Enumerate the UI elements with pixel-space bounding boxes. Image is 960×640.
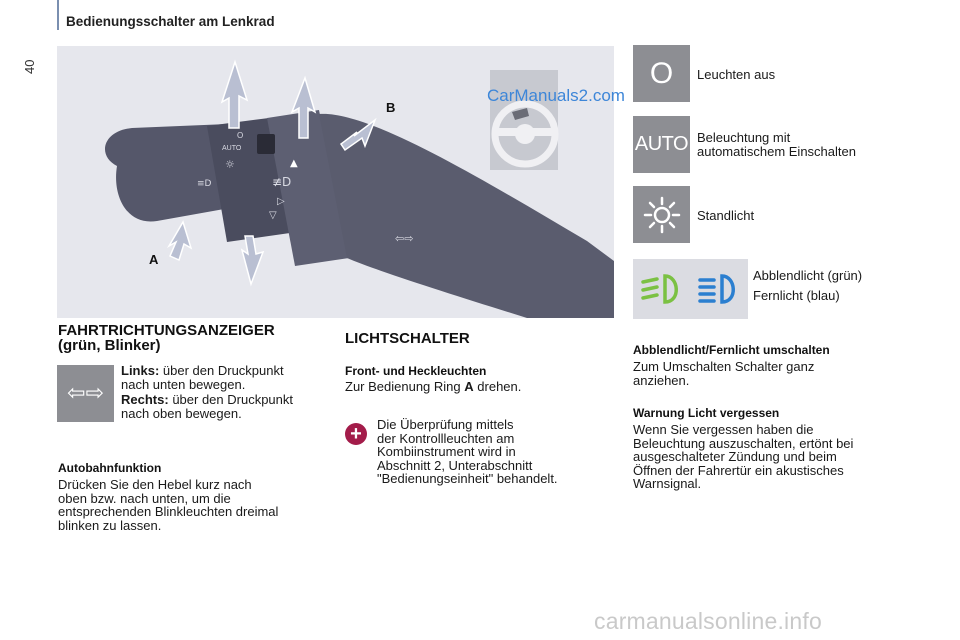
note-line: Die Überprüfung mittels	[377, 417, 514, 432]
tile-auto	[633, 116, 690, 173]
high-beam-icon	[696, 272, 742, 306]
left-line1: über den Druckpunkt	[162, 363, 284, 378]
motorway-text	[58, 478, 338, 532]
beam-glyph: ≡D	[197, 179, 212, 189]
motorway-line: entsprechenden Blinkleuchten dreimal	[58, 504, 279, 519]
arrow-down	[242, 236, 263, 284]
motorway-heading: Autobahnfunktion	[58, 461, 162, 475]
warning-line: Öffnen der Fahrertür ein akustisches	[633, 462, 844, 478]
fog-lamp-glyph: ≢D	[272, 175, 292, 189]
low-beam-icon	[639, 272, 685, 306]
indicator-arrows-icon: ⇦⇨	[67, 381, 104, 406]
auto-symbol: AUTO	[634, 133, 689, 155]
warning-line: ausgeschalteter Zündung und beim	[633, 449, 837, 464]
instruction-prefix: Zur Bedienung Ring	[345, 379, 461, 394]
motorway-line: oben bzw. nach unten, um die	[58, 490, 231, 506]
figure-label-a: A	[149, 252, 159, 267]
label-high-beam: Fernlicht (blau)	[753, 288, 840, 303]
beam-switch-heading: Abblendlicht/Fernlicht umschalten	[633, 343, 830, 357]
label-off: Leuchten aus	[697, 67, 776, 82]
sidelight-icon	[642, 195, 682, 235]
label-auto-line1: Beleuchtung mit	[697, 130, 791, 145]
lights-heading: LICHTSCHALTER	[345, 330, 470, 347]
tile-sidelight	[633, 186, 690, 243]
switch-line: anziehen.	[633, 372, 690, 388]
instruction-suffix: drehen.	[477, 379, 522, 394]
warning-line: Wenn Sie vergessen haben die	[633, 422, 814, 437]
tile-beams	[633, 259, 748, 319]
off-symbol: O	[649, 56, 674, 90]
lights-instruction	[345, 380, 521, 394]
indicator-glyph: ⇦⇨	[395, 232, 414, 245]
left-label: Links:	[121, 363, 160, 378]
motorway-line: Drücken Sie den Hebel kurz nach	[58, 477, 252, 492]
switch-line: Zum Umschalten Schalter ganz	[633, 359, 815, 374]
figure-label-b: B	[386, 100, 396, 115]
turn-signals-heading-line2: (grün, Blinker)	[58, 337, 161, 354]
note-line: Kombiinstrument wird in	[377, 444, 516, 459]
beam-switch-text	[633, 360, 923, 387]
footer-watermark: carmanualsonline.info	[594, 608, 822, 634]
lights-subheading: Front- und Heckleuchten	[345, 364, 487, 378]
note-line: der Kontrollleuchten am	[377, 430, 515, 446]
tile-off	[633, 45, 690, 102]
warning-text	[633, 423, 933, 491]
label-low-beam: Abblendlicht (grün)	[753, 268, 863, 283]
right-line1: über den Druckpunkt	[172, 392, 293, 407]
fog-arrow-up: ▲	[290, 158, 298, 169]
right-indicator-text	[121, 393, 331, 420]
right-line2: nach oben bewegen.	[121, 405, 242, 421]
header-accent-bar	[57, 0, 59, 30]
warning-line: Warnsignal.	[633, 476, 702, 491]
ring-label-auto: AUTO	[222, 145, 242, 152]
fog-arrow-right: ▷	[277, 196, 285, 207]
warning-line: Beleuchtung auszuschalten, ertönt bei	[633, 435, 854, 451]
steering-wheel-inset	[490, 70, 558, 170]
ring-label-off: O	[237, 131, 244, 140]
note-line: Abschnitt 2, Unterabschnitt	[377, 457, 533, 473]
lights-note	[377, 418, 607, 486]
arrow-up-upper	[222, 62, 247, 128]
arrow-a	[169, 222, 191, 260]
page-header-title: Bedienungsschalter am Lenkrad	[66, 14, 275, 29]
warning-heading: Warnung Licht vergessen	[633, 406, 780, 420]
note-line: "Bedienungseinheit" behandelt.	[377, 471, 558, 486]
left-indicator-text	[121, 364, 331, 391]
motorway-line: blinken zu lassen.	[58, 517, 162, 533]
fog-arrow-down: ▽	[269, 210, 277, 221]
page-number: 40	[22, 59, 37, 74]
plus-note-icon: +	[345, 423, 367, 445]
left-line2: nach unten bewegen.	[121, 376, 246, 392]
label-sidelight: Standlicht	[697, 208, 755, 223]
right-label: Rechts:	[121, 392, 169, 407]
figure-watermark: CarManuals2.com	[487, 86, 625, 105]
instruction-ring: A	[464, 379, 474, 394]
tile-indicators	[57, 365, 114, 422]
turn-signals-heading-line1: FAHRTRICHTUNGSANZEIGER	[58, 322, 275, 339]
sidelight-glyph: ☼	[225, 158, 235, 171]
label-auto-line2: automatischem Einschalten	[697, 144, 856, 159]
